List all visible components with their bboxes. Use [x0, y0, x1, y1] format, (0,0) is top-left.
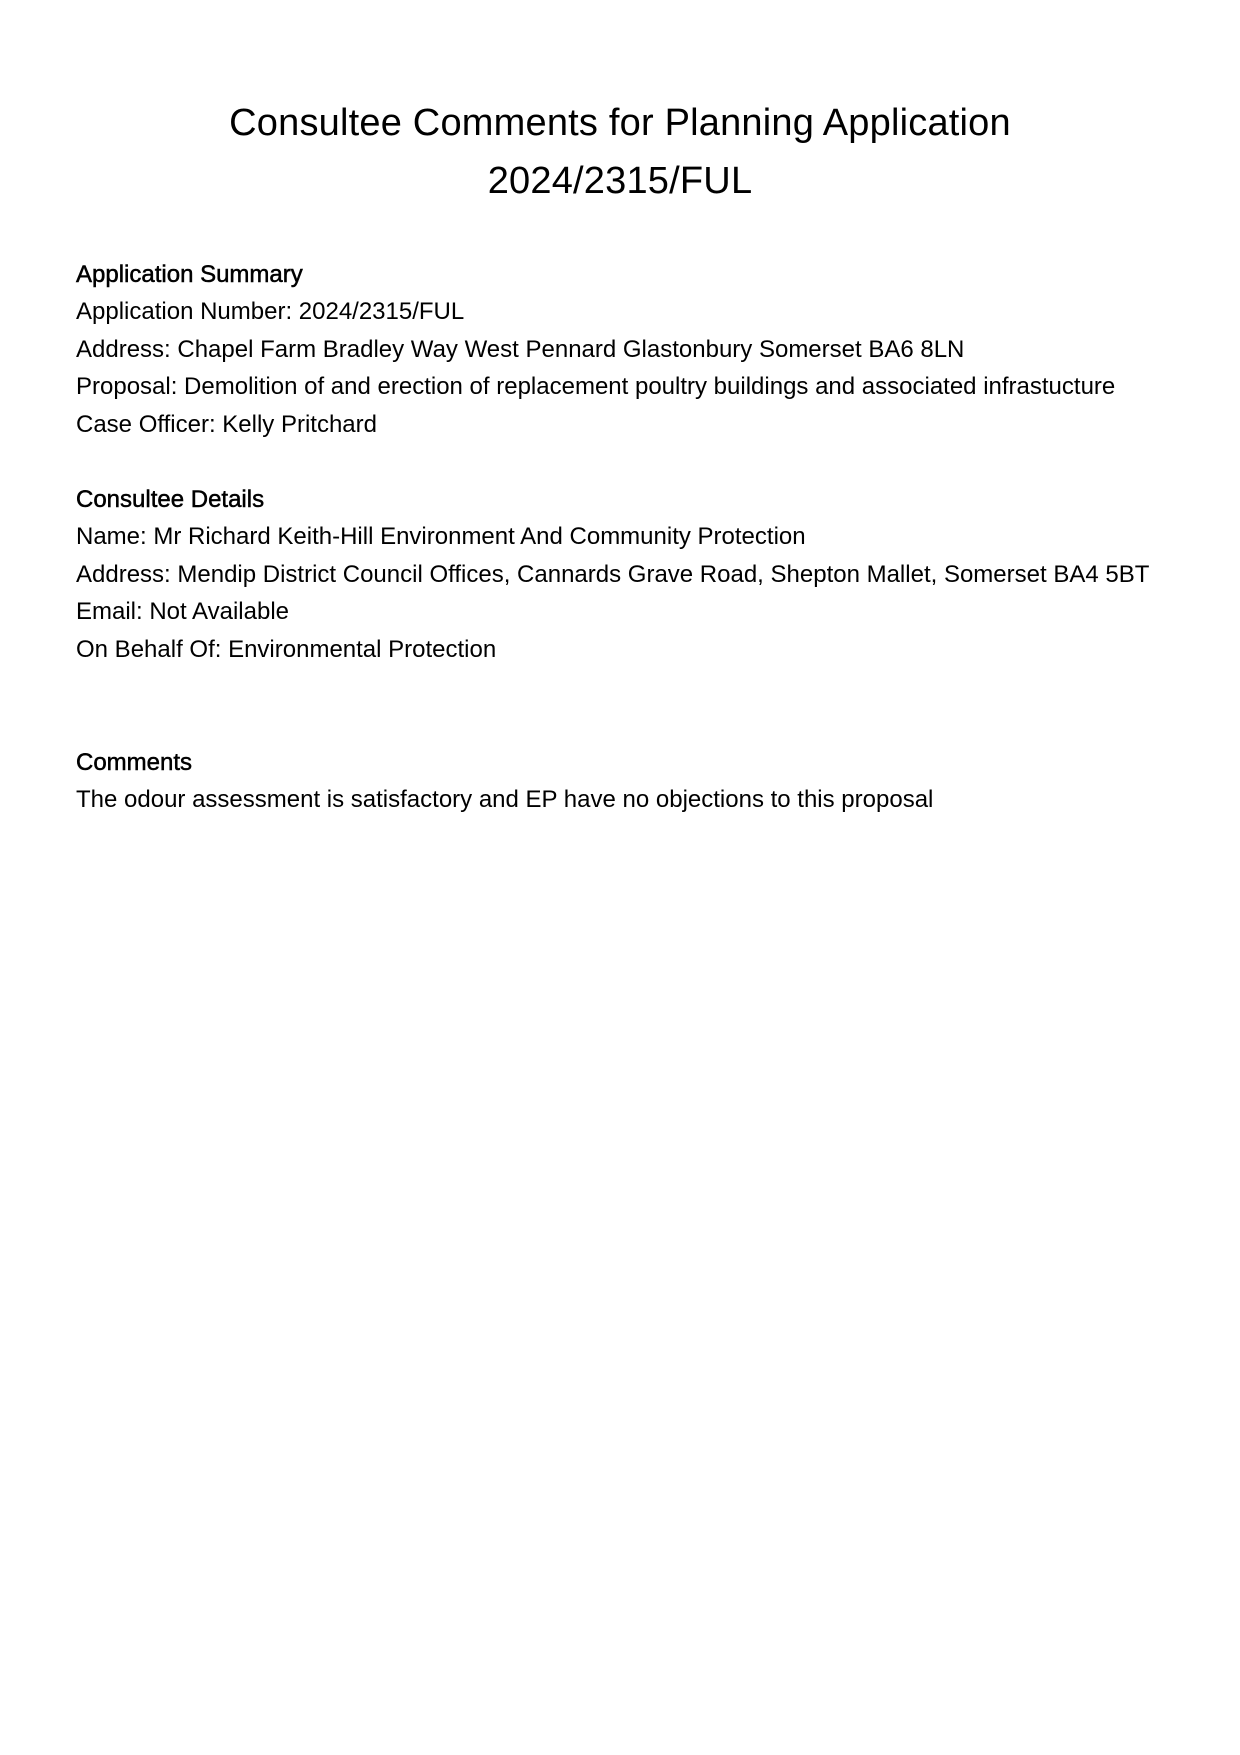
application-proposal: Proposal: Demolition of and erection of replacement poultry buildings and associated infrastucture — [76, 373, 1116, 400]
application-address: Address: Chapel Farm Bradley Way West Pennard Glastonbury Somerset BA6 8LN — [76, 335, 965, 363]
comments-section — [76, 744, 1176, 819]
consultee-details-section — [76, 481, 1176, 668]
application-number: Application Number: 2024/2315/FUL — [76, 298, 465, 325]
consultee-name: Name: Mr Richard Keith-Hill Environment And Community Protection — [76, 523, 806, 550]
page-title-line-1: Consultee Comments for Planning Application — [229, 102, 1011, 144]
page-title-line-2: 2024/2315/FUL — [487, 160, 753, 202]
application-summary-heading: Application Summary — [76, 261, 303, 288]
consultee-on-behalf-of: On Behalf Of: Environmental Protection — [76, 635, 497, 663]
comments-heading: Comments — [76, 749, 193, 776]
consultee-details-heading: Consultee Details — [76, 486, 265, 513]
consultee-email: Email: Not Available — [76, 598, 289, 625]
application-summary-section — [76, 256, 1176, 443]
page-title — [0, 94, 1240, 210]
consultee-address: Address: Mendip District Council Offices, Cannards Grave Road, Shepton Mallet, Somerset BA4 5BT — [76, 560, 1150, 588]
case-officer: Case Officer: Kelly Pritchard — [76, 410, 377, 438]
comments-text: The odour assessment is satisfactory and EP have no objections to this proposal — [76, 786, 934, 813]
